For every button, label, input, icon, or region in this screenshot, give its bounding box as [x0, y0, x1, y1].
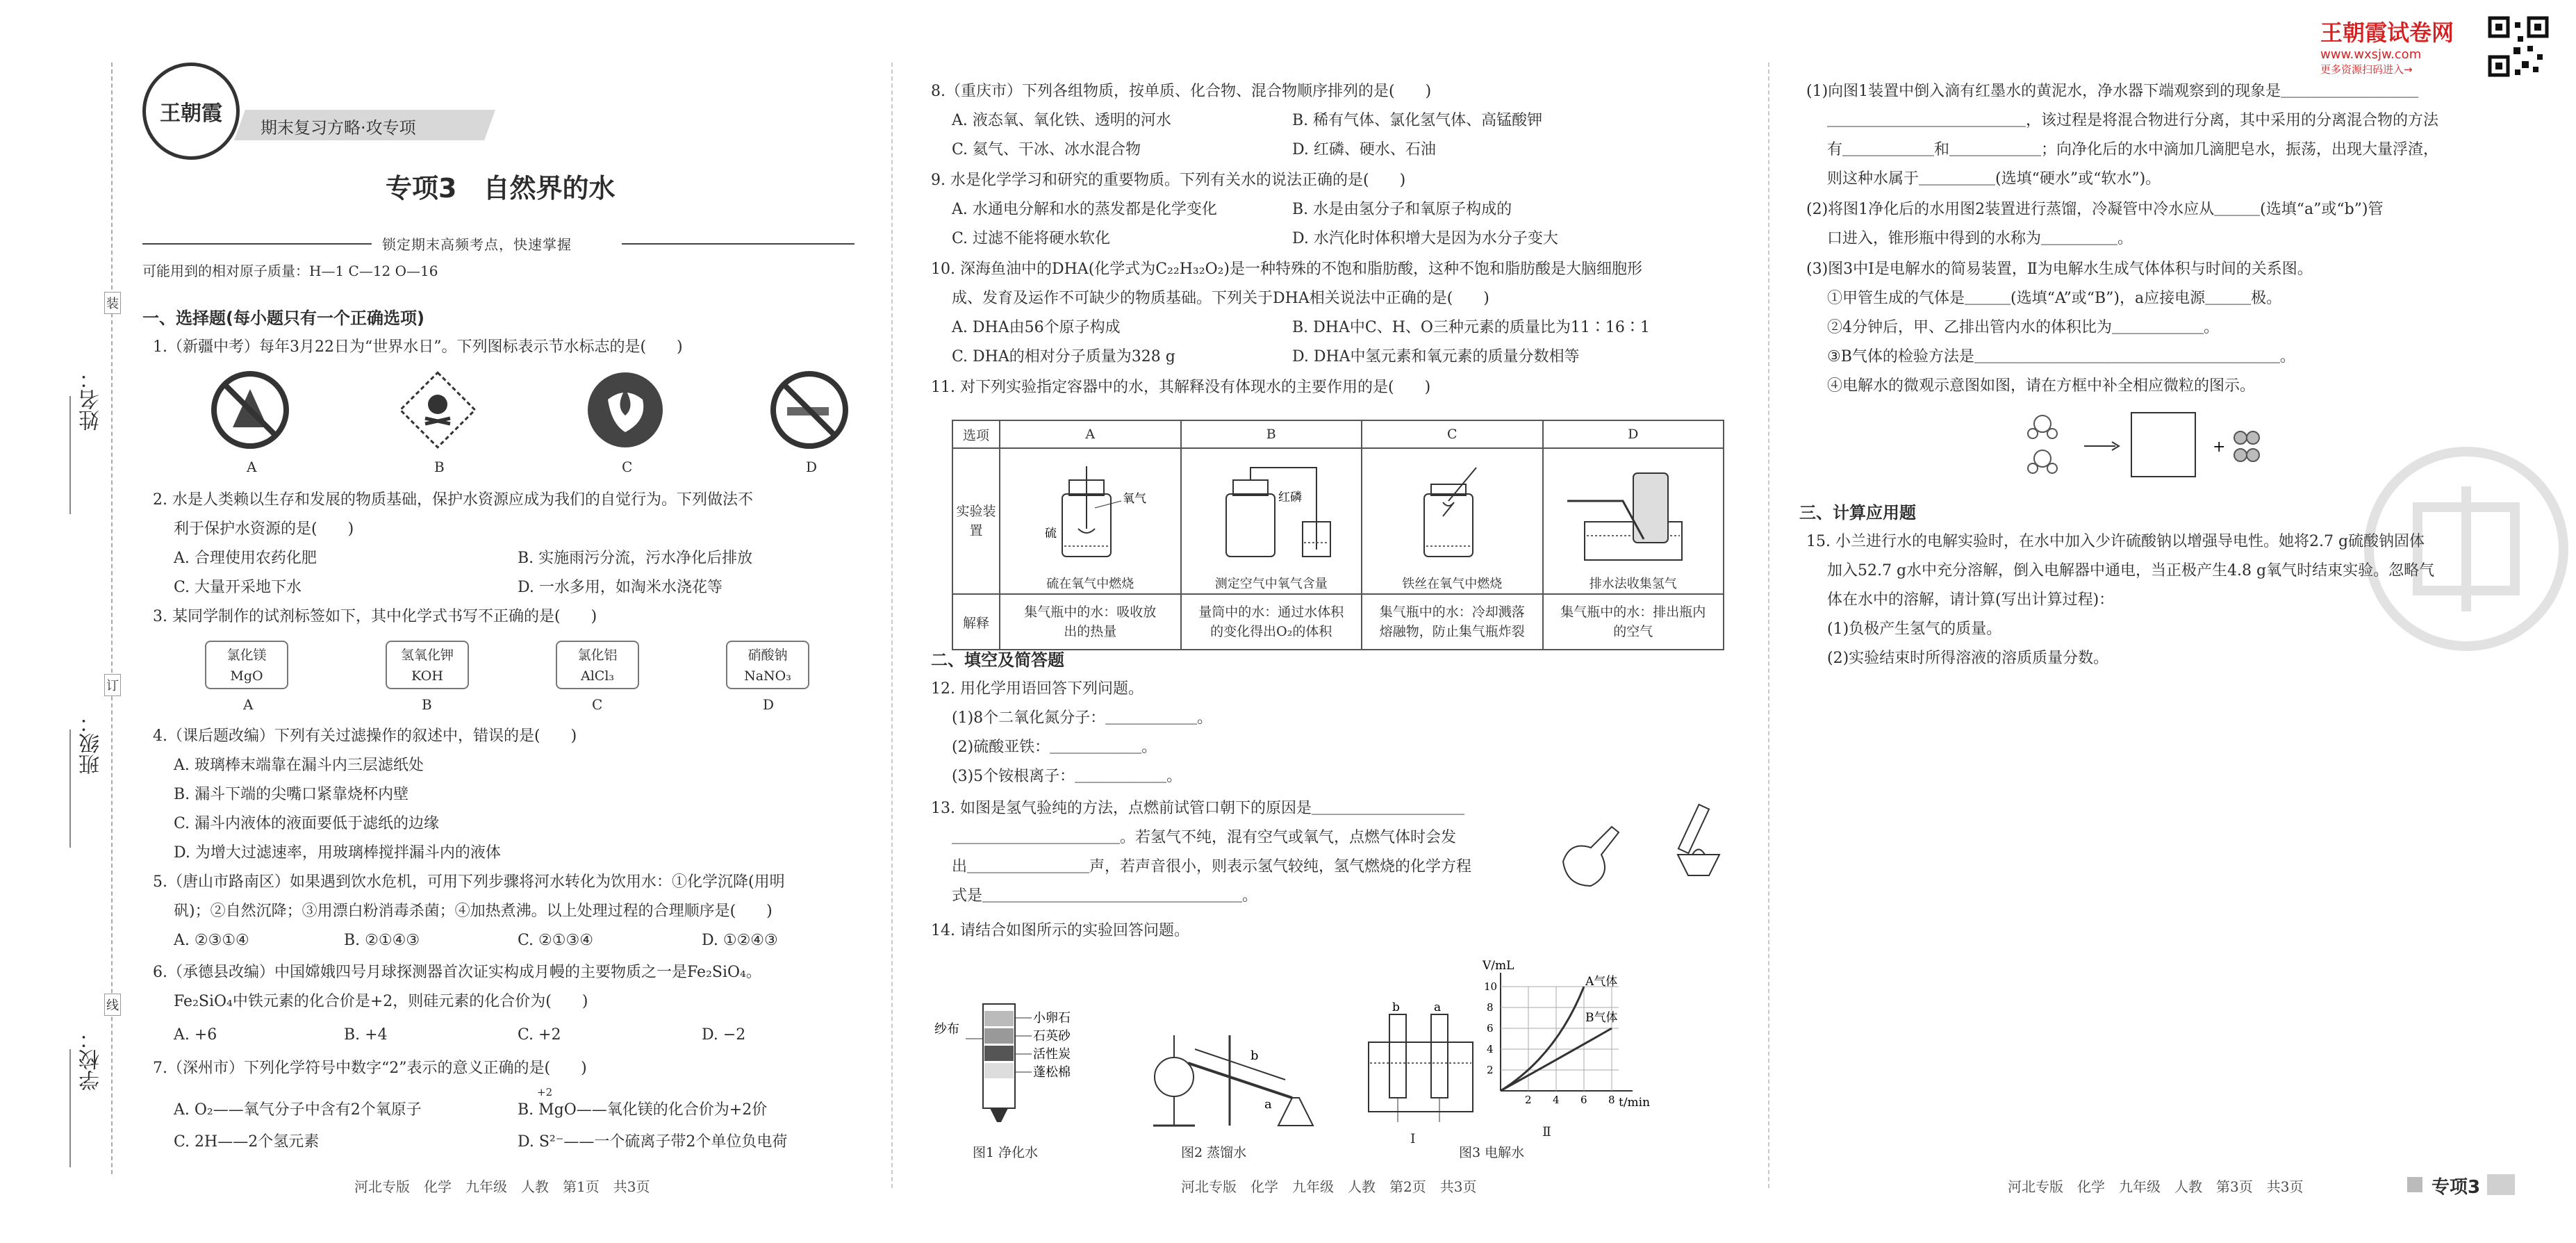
q12-part1: (1)8个二氧化氮分子：＿＿＿＿＿＿。: [952, 709, 1213, 727]
apparatus-b-cell: [1181, 448, 1362, 594]
logo-text: 王朝霞: [160, 101, 222, 126]
q5-stem-1: 5.（唐山市路南区）如果遇到饮水危机，可用下列步骤将河水转化为饮用水：①化学沉降(用明: [153, 873, 785, 891]
fig3-caption: 图3 电解水: [1459, 1145, 1525, 1160]
q10-option-c: C. DHA的相对分子质量为328 g: [952, 348, 1175, 365]
filter-label-pebble: 小卵石: [1033, 1011, 1071, 1026]
icon-d-no-smoking-icon: [773, 374, 845, 446]
x-tick-2: 2: [1525, 1094, 1532, 1106]
q1-stem: 1.（新疆中考）每年3月22日为“世界水日”。下列图标表示节水标志的是( ): [153, 338, 683, 356]
q7-option-d: D. S²⁻——一个硫离子带2个单位负电荷: [518, 1133, 788, 1151]
q12-stem: 12. 用化学用语回答下列问题。: [931, 680, 1143, 698]
footer-page-2: 河北专版 化学 九年级 人教 第2页 共3页: [1181, 1178, 1477, 1195]
q10-stem-1: 10. 深海鱼油中的DHA(化学式为C₂₂H₃₂O₂)是一种特殊的不饱和脂肪酸，这种不饱和脂肪酸是大脑细胞形: [931, 261, 1643, 278]
column-divider-1: [891, 63, 893, 1188]
q11-stem: 11. 对下列实验指定容器中的水，其解释没有体现水的主要作用的是( ): [931, 379, 1431, 396]
x-tick-8: 8: [1608, 1094, 1615, 1106]
col3-p1-line1: (1)向图1装置中倒入滴有红墨水的黄泥水，净水器下端观察到的现象是＿＿＿＿＿＿＿＿＿: [1806, 83, 2419, 100]
electrode-label-b: b: [1392, 1001, 1400, 1014]
gas-collection-apparatus-icon: [1546, 459, 1720, 570]
reagent-formula: NaNO₃: [744, 668, 791, 684]
condenser-label-a: a: [1264, 1097, 1272, 1112]
curve-gas-a: [1501, 987, 1584, 1091]
filter-label-sand: 石英砂: [1033, 1029, 1071, 1044]
oxygen-molecule-icon: [2234, 431, 2259, 461]
q8-option-d: D. 红磷、硬水、石油: [1292, 141, 1436, 158]
q4-stem: 4.（课后题改编）下列有关过滤操作的叙述中，错误的是( ): [153, 727, 577, 745]
q8-stem: 8.（重庆市）下列各组物质，按单质、化合物、混合物顺序排列的是( ): [931, 83, 1432, 100]
filter-label-gauze: 纱布: [934, 1022, 959, 1037]
subtitle: 锁定期末高频考点，快速掌握: [382, 236, 572, 253]
explain-a: [1000, 594, 1181, 650]
q12-part2: (2)硫酸亚铁：＿＿＿＿＿＿。: [952, 739, 1157, 756]
filter-label-cotton: 蓬松棉: [1033, 1065, 1071, 1080]
col3-p3-line3: ②4分钟后，甲、乙排出管内水的体积比为＿＿＿＿＿＿。: [1827, 319, 2219, 336]
graph-gridlines: [1501, 987, 1619, 1091]
water-molecule-icon: [2028, 415, 2057, 473]
atomic-mass: 可能用到的相对原子质量：H—1 C—12 O—16: [142, 263, 438, 279]
name-label: 姓名：: [79, 368, 104, 431]
reagent-formula: MgO: [230, 668, 263, 684]
caption-d: 排水法收集氢气: [1589, 577, 1677, 591]
roman-2: Ⅱ: [1542, 1124, 1551, 1139]
class-label: 班级：: [79, 712, 104, 775]
explain-b-line1: 量筒中的水：通过水体积: [1198, 604, 1344, 620]
reagent-label-d: [726, 641, 809, 689]
brand-tip: 更多资源扫码进入→: [2320, 63, 2413, 76]
q7-option-c: C. 2H——2个氢元素: [174, 1133, 320, 1151]
q9-option-c: C. 过滤不能将硬水软化: [952, 230, 1111, 247]
q15-line4: (1)负极产生氢气的质量。: [1827, 620, 2002, 638]
watermark-stamp: [2362, 445, 2570, 653]
q5-option-c: C. ②①③④: [518, 932, 593, 949]
col3-p2-line1: (2)将图1净化后的水用图2装置进行蒸馏，冷凝管中冷水应从＿＿＿(选填“a”或“b”)管: [1806, 201, 2384, 218]
school-label: 学校：: [79, 1028, 104, 1091]
q13-line2: ＿＿＿＿＿＿＿＿＿＿＿。若氢气不纯，混有空气或氧气，点燃气体时会发: [952, 829, 1457, 846]
reagent-name: 硝酸钠: [748, 648, 788, 663]
table-head-b: B: [1181, 420, 1362, 448]
reagent-label-a: [205, 641, 288, 689]
q13-line4: 式是＿＿＿＿＿＿＿＿＿＿＿＿＿＿＿＿＿。: [952, 887, 1258, 905]
q15-line5: (2)实验结束时所得溶液的溶质质量分数。: [1827, 650, 2109, 667]
q6-option-d: D. −2: [702, 1026, 746, 1044]
explain-c-line2: 熔融物，防止集气瓶炸裂: [1379, 624, 1525, 639]
q8-option-c: C. 氦气、干冰、冰水混合物: [952, 141, 1141, 158]
explain-a-line2: 出的热量: [1064, 624, 1117, 639]
explain-c: [1362, 594, 1543, 650]
col3-p1-line2: ＿＿＿＿＿＿＿＿＿＿＿＿＿，该过程是将混合物进行分离，其中采用的分离混合物的方法: [1827, 112, 2439, 129]
q2-stem-1: 2. 水是人类赖以生存和发展的物质基础，保护水资源应成为我们的自觉行为。下列做法不: [153, 491, 753, 509]
q15-line2: 加入52.7 g水中充分溶解，倒入电解器中通电，当正极产生4.8 g氧气时结束实验。忽略气: [1827, 562, 2435, 579]
label-sulfur: 硫: [1045, 527, 1057, 541]
col3-p1-line3: 有＿＿＿＿＿＿和＿＿＿＿＿＿；向净化后的水中滴加几滴肥皂水，振荡，出现大量浮渣，: [1827, 141, 2439, 158]
q5-option-a: A. ②③①④: [174, 932, 249, 949]
explain-d-line2: 的空气: [1613, 624, 1653, 639]
oxygen-content-apparatus-icon: [1184, 459, 1358, 570]
col3-p3-line5: ④电解水的微观示意图如图，请在方框中补全相应微粒的图示。: [1827, 377, 2256, 395]
logo: [142, 63, 240, 160]
page-tag-marker: [2407, 1177, 2422, 1192]
y-tick-10: 10: [1484, 980, 1498, 993]
q10-stem-2: 成、发育及运作不可缺少的物质基础。下列关于DHA相关说法中正确的是( ): [952, 290, 1489, 307]
water-saving-icons: [208, 368, 868, 472]
q4-option-a: A. 玻璃棒末端靠在漏斗内三层滤纸处: [174, 757, 424, 774]
icon-c-water-drop-icon: [588, 372, 663, 447]
distillation-figure: [1132, 1021, 1355, 1133]
section1-title: 一、选择题(每小题只有一个正确选项): [142, 308, 424, 328]
q2-stem-2: 利于保护水资源的是( ): [174, 520, 354, 538]
y-tick-8: 8: [1487, 1001, 1494, 1014]
explain-b: [1181, 594, 1362, 650]
explain-c-line1: 集气瓶中的水：冷却溅落: [1379, 604, 1525, 620]
q7-option-b: B. MgO——氧化镁的化合价为+2价: [518, 1101, 768, 1119]
q3-letter-c: C: [592, 696, 603, 713]
q10-option-a: A. DHA由56个原子构成: [952, 319, 1121, 336]
q9-option-a: A. 水通电分解和水的蒸发都是化学变化: [952, 201, 1217, 218]
water-purifier-figure: [927, 990, 1122, 1129]
caption-b: 测定空气中氧气含量: [1214, 577, 1328, 591]
label-red-phosphorus: 红磷: [1278, 491, 1302, 504]
q2-option-a: A. 合理使用农药化肥: [174, 550, 317, 567]
reagent-formula: KOH: [411, 668, 443, 684]
page-tag: 专项3: [2431, 1177, 2481, 1198]
q5-stem-2: 矾)；②自然沉降；③用漂白粉消毒杀菌；④加热煮沸。以上处理过程的合理顺序是( ): [174, 903, 773, 920]
icon-b-toxic-icon: [400, 372, 474, 447]
roman-1: Ⅰ: [1410, 1131, 1416, 1146]
legend-gas-a: A气体: [1585, 975, 1618, 989]
table-head-a: A: [1000, 420, 1181, 448]
explain-d-line1: 集气瓶中的水：排出瓶内: [1560, 604, 1706, 620]
binding-margin: [79, 63, 125, 1174]
q6-option-b: B. +4: [344, 1026, 388, 1044]
label-oxygen: 氧气: [1123, 492, 1147, 506]
hydrogen-purity-test-icon: [1549, 799, 1730, 903]
table-head-option: 选项: [952, 420, 1000, 448]
brand-url: www.wxsjw.com: [2320, 47, 2422, 62]
q3-stem: 3. 某同学制作的试剂标签如下，其中化学式书写不正确的是( ): [153, 608, 597, 625]
q6-option-c: C. +2: [518, 1026, 561, 1044]
q2-option-d: D. 一水多用，如淘米水浇花等: [518, 579, 723, 596]
q6-stem-2: Fe₂SiO₄中铁元素的化合价是+2，则硅元素的化合价为( ): [174, 993, 588, 1010]
q1-label-d: D: [806, 459, 818, 475]
gas-volume-graph: [1480, 952, 1653, 1126]
q12-part3: (3)5个铵根离子：＿＿＿＿＿＿。: [952, 768, 1182, 785]
electrolysis-figure: [1362, 1001, 1487, 1133]
iron-wire-burning-apparatus-icon: [1365, 459, 1539, 570]
apparatus-d-cell: [1543, 448, 1724, 594]
q10-option-b: B. DHA中C、H、O三种元素的质量比为11∶16∶1: [1292, 319, 1650, 336]
reagent-formula: AlCl₃: [580, 668, 615, 684]
q8-option-a: A. 液态氧、氧化铁、透明的河水: [952, 112, 1171, 129]
q10-option-d: D. DHA中氢元素和氧元素的质量分数相等: [1292, 348, 1580, 365]
fig2-caption: 图2 蒸馏水: [1181, 1145, 1247, 1160]
q15-line1: 15. 小兰进行水的电解实验时，在水中加入少许硫酸钠以增强导电性。她将2.7 g硫酸钠固体: [1806, 533, 2425, 550]
table-row-head-explain: 解释: [952, 594, 1000, 650]
col3-p3-line1: (3)图3中Ⅰ是电解水的简易装置，Ⅱ为电解水生成气体体积与时间的关系图。: [1806, 261, 2313, 278]
reagent-label-b: [386, 641, 469, 689]
q9-stem: 9. 水是化学学习和研究的重要物质。下列有关水的说法正确的是( ): [931, 172, 1406, 189]
reagent-name: 氯化镁: [226, 648, 267, 663]
icon-a-no-dumping-icon: [214, 374, 286, 446]
col3-p3-line4: ③B气体的检验方法是＿＿＿＿＿＿＿＿＿＿＿＿＿＿＿＿＿＿＿＿。: [1827, 348, 2295, 365]
col3-p2-line2: 口进入，锥形瓶中得到的水称为＿＿＿＿＿。: [1827, 230, 2133, 247]
condenser-label-b: b: [1250, 1048, 1259, 1063]
q1-label-b: B: [434, 459, 445, 475]
q4-option-b: B. 漏斗下端的尖嘴口紧靠烧杯内壁: [174, 786, 409, 803]
subtitle-rule-left: [142, 243, 372, 245]
q6-stem-1: 6.（承德县改编）中国嫦娥四号月球探测器首次证实构成月幔的主要物质之一是Fe₂SiO₄。: [153, 964, 761, 981]
electrode-label-a: a: [1434, 1001, 1442, 1014]
table-head-d: D: [1543, 420, 1724, 448]
plus-sign: +: [2213, 438, 2226, 456]
x-tick-6: 6: [1580, 1094, 1587, 1106]
explain-a-line1: 集气瓶中的水：吸收放: [1024, 604, 1157, 620]
q7-stem: 7.（深州市）下列化学符号中数字“2”表示的意义正确的是( ): [153, 1060, 587, 1077]
q3-letter-d: D: [763, 696, 775, 713]
q7-option-b-superscript: +2: [537, 1086, 553, 1098]
footer-page-3: 河北专版 化学 九年级 人教 第3页 共3页: [2008, 1178, 2304, 1195]
graph-y-label: V/mL: [1483, 959, 1514, 973]
q13-line1: 13. 如图是氢气验纯的方法，点燃前试管口朝下的原因是＿＿＿＿＿＿＿＿＿＿: [931, 800, 1464, 817]
q1-label-a: A: [247, 459, 257, 475]
q3-letter-a: A: [243, 696, 254, 713]
explain-b-line2: 的变化得出O₂的体积: [1210, 624, 1332, 639]
q1-label-c: C: [622, 459, 633, 475]
q2-option-b: B. 实施雨污分流，污水净化后排放: [518, 550, 753, 567]
q5-option-b: B. ②①④③: [344, 932, 420, 949]
legend-gas-b: B气体: [1585, 1011, 1618, 1025]
q5-option-d: D. ①②④③: [702, 932, 778, 949]
filter-label-carbon: 活性炭: [1033, 1047, 1071, 1062]
q4-option-c: C. 漏斗内液体的液面要低于滤纸的边缘: [174, 815, 440, 832]
q6-option-a: A. +6: [174, 1026, 217, 1044]
q13-line3: 出＿＿＿＿＿＿＿＿声，若声音很小，则表示氢气较纯，氢气燃烧的化学方程: [952, 858, 1472, 875]
y-tick-6: 6: [1487, 1022, 1494, 1035]
col3-p3-line2: ①甲管生成的气体是＿＿＿(选填“A”或“B”)，a应接电源＿＿＿极。: [1827, 290, 2282, 307]
explain-d: [1543, 594, 1724, 650]
reagent-name: 氢氧化钾: [400, 648, 454, 663]
caption-a: 硫在氧气中燃烧: [1046, 577, 1134, 591]
seal-mark-1: 装: [104, 292, 121, 314]
electrolysis-micro-diagram: [2015, 403, 2265, 479]
q7-option-a: A. O₂——氧气分子中含有2个氧原子: [174, 1101, 422, 1119]
table-head-c: C: [1362, 420, 1543, 448]
q14-stem: 14. 请结合如图所示的实验回答问题。: [931, 922, 1189, 939]
section3-title: 三、计算应用题: [1799, 503, 1916, 522]
answer-box: [2131, 413, 2195, 477]
q3-letter-b: B: [422, 696, 432, 713]
reagent-label-c: [556, 641, 639, 689]
q11-table: [952, 420, 1724, 650]
q8-option-b: B. 稀有气体、氯化氢气体、高锰酸钾: [1292, 112, 1543, 129]
q15-line3: 体在水中的溶解，请计算(写出计算过程)：: [1827, 591, 2115, 609]
table-row-head-apparatus: 实验装置: [952, 448, 1000, 594]
page-tag-bar: [2487, 1174, 2515, 1195]
y-tick-4: 4: [1487, 1043, 1494, 1055]
fig1-caption: 图1 净化水: [973, 1145, 1039, 1160]
q2-option-c: C. 大量开采地下水: [174, 579, 302, 596]
column-divider-2: [1768, 63, 1769, 1188]
seal-mark-3: 线: [104, 994, 121, 1016]
qr-code-icon[interactable]: [2487, 15, 2550, 78]
seal-mark-2: 订: [104, 674, 121, 696]
x-tick-4: 4: [1553, 1094, 1560, 1106]
subtitle-rule-right: [622, 243, 854, 245]
y-tick-2: 2: [1487, 1064, 1494, 1076]
q9-option-d: D. 水汽化时体积增大是因为水分子变大: [1292, 230, 1558, 247]
apparatus-a-cell: [1000, 448, 1181, 594]
reagent-name: 氯化铝: [577, 648, 618, 663]
brand-name: 王朝霞试卷网: [2320, 19, 2454, 46]
header-badge-text: 期末复习方略·攻专项: [261, 118, 416, 138]
caption-c: 铁丝在氧气中燃烧: [1402, 577, 1503, 591]
section2-title: 二、填空及简答题: [931, 650, 1064, 670]
q9-option-b: B. 水是由氢分子和氧原子构成的: [1292, 201, 1512, 218]
footer-page-1: 河北专版 化学 九年级 人教 第1页 共3页: [354, 1178, 650, 1195]
page-title: 专项3 自然界的水: [386, 173, 616, 204]
apparatus-c-cell: [1362, 448, 1543, 594]
col3-p1-line4: 则这种水属于＿＿＿＿＿(选填“硬水”或“软水”)。: [1827, 170, 2161, 188]
q4-option-d: D. 为增大过滤速率，用玻璃棒搅拌漏斗内的液体: [174, 844, 501, 862]
graph-x-label: t/min: [1619, 1096, 1651, 1110]
sulfur-burning-apparatus-icon: [1003, 459, 1177, 570]
